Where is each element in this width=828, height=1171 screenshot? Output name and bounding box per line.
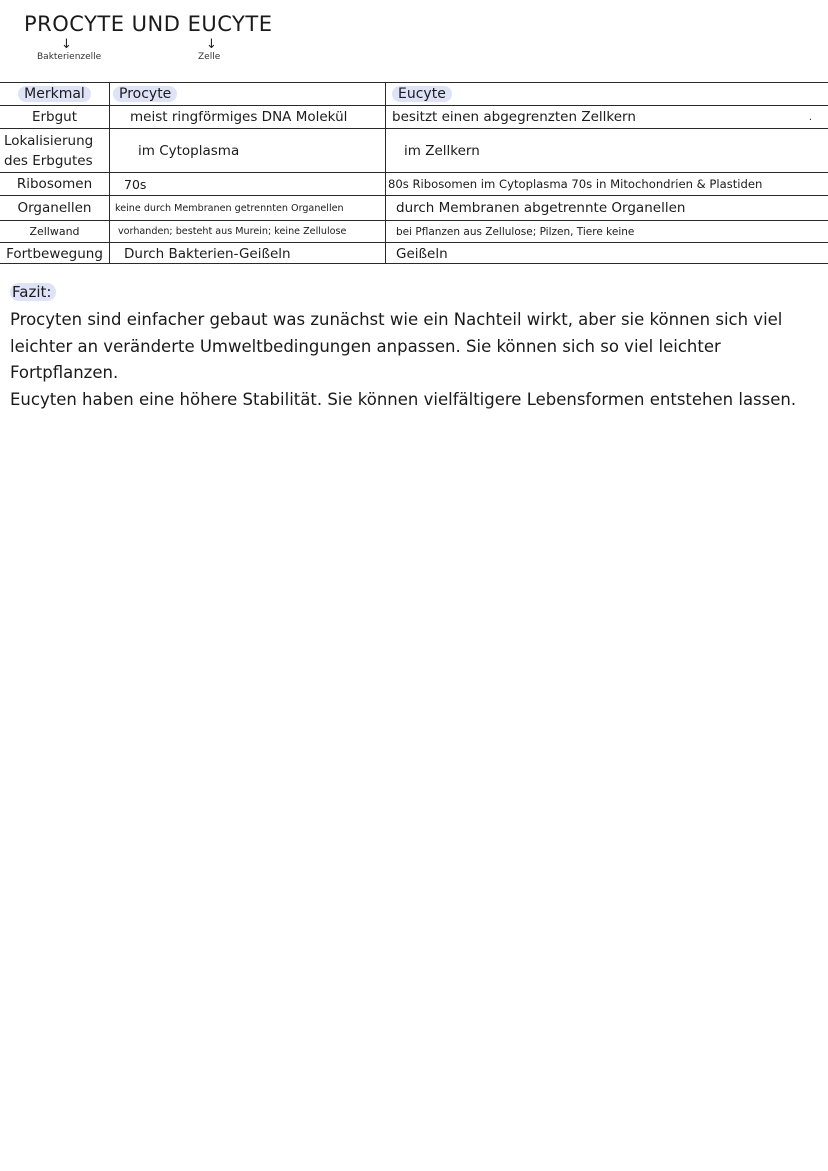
stray-mark: . (808, 112, 812, 123)
table-row (0, 173, 828, 196)
row-label: Ribosomen (16, 176, 93, 192)
header-procyte: Procyte (113, 86, 177, 102)
eucyte-cell: Geißeln (385, 243, 828, 264)
eucyte-cell: im Zellkern (385, 129, 828, 172)
procyte-cell: 70s (109, 173, 385, 195)
row-label: Organellen (17, 200, 92, 216)
header-cell (0, 83, 109, 105)
procyte-cell: vorhanden; besteht aus Murein; keine Zellulose (109, 221, 385, 242)
table-row (0, 196, 828, 221)
header-merkmal: Merkmal (18, 86, 91, 102)
fazit-body (10, 307, 822, 413)
row-label-line1: Lokalisierung (4, 132, 94, 149)
fazit-paragraph: Procyten sind einfacher gebaut was zunächst wie ein Nachteil wirkt, aber sie können sich viel leichter an veränderte Umweltbedingungen anpassen. Sie können sich so viel leichter Fortpflanzen. (10, 310, 783, 382)
comparison-table (0, 82, 828, 264)
arrow-down-icon: ↓ (61, 37, 72, 52)
procyte-cell: im Cytoplasma (109, 129, 385, 172)
page-title (20, 12, 278, 36)
table-row (0, 106, 828, 129)
table-header-row (0, 83, 828, 106)
procyte-cell: keine durch Membranen getrennten Organellen (109, 196, 385, 220)
procyte-cell: Durch Bakterien-Geißeln (109, 243, 385, 264)
row-label-line2: des Erbgutes (4, 152, 93, 169)
row-label: Fortbewegung (6, 245, 103, 262)
row-label: Zellwand (29, 225, 80, 238)
eucyte-cell: 80s Ribosomen im Cytoplasma 70s in Mitochondrien & Plastiden (385, 173, 828, 195)
subnote-eucyte: Zelle (198, 52, 221, 62)
eucyte-cell-text: besitzt einen abgegrenzten Zellkern (392, 109, 636, 125)
arrow-down-icon: ↓ (206, 37, 217, 52)
header-cell (385, 83, 828, 105)
header-eucyte: Eucyte (392, 86, 452, 102)
eucyte-cell: bei Pflanzen aus Zellulose; Pilzen, Tiere keine (385, 221, 828, 242)
row-label (0, 129, 109, 172)
table-row (0, 129, 828, 173)
table-row (0, 243, 828, 264)
eucyte-cell: durch Membranen abgetrennte Organellen (385, 196, 828, 220)
eucyte-cell (385, 106, 828, 128)
table-row (0, 221, 828, 243)
page-title-text: PROCYTE UND EUCYTE (24, 12, 273, 36)
fazit-heading: Fazit: (10, 283, 56, 301)
subnote-procyte: Bakterienzelle (37, 52, 102, 62)
row-label: Erbgut (31, 109, 78, 125)
fazit-paragraph: Eucyten haben eine höhere Stabilität. Sie können vielfältigere Lebensformen entstehen lassen. (10, 389, 797, 409)
header-cell (109, 83, 385, 105)
procyte-cell: meist ringförmiges DNA Molekül (109, 106, 385, 128)
